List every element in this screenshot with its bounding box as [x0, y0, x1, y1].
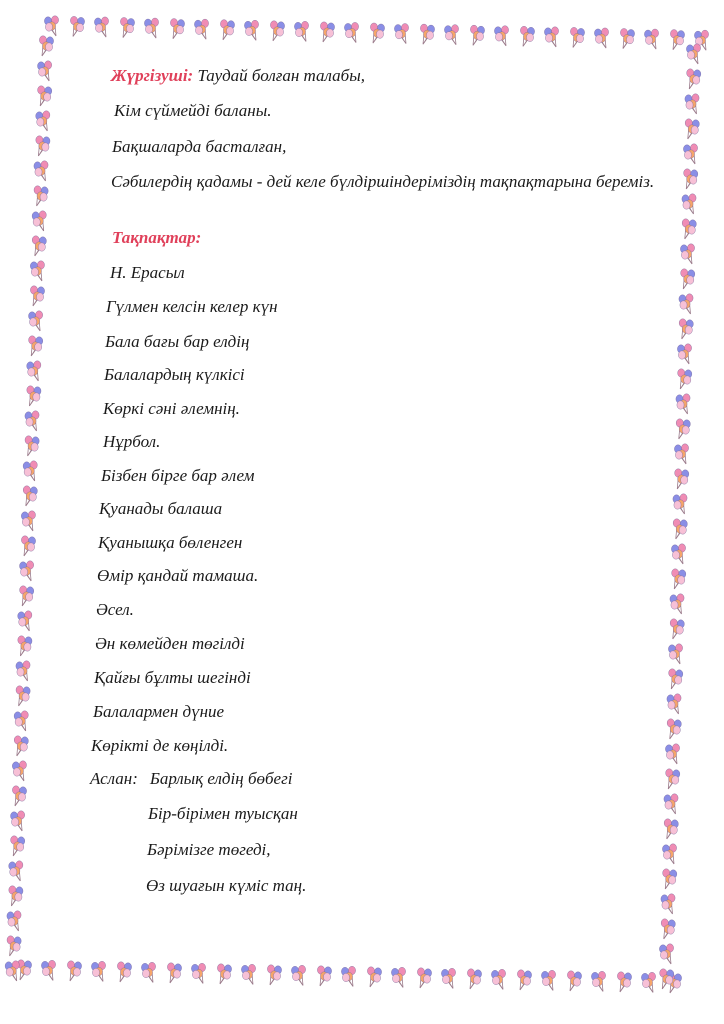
balloon-bunch-icon	[670, 30, 684, 50]
balloon-bunch-icon	[38, 61, 52, 81]
balloon-bunch-icon	[470, 25, 484, 45]
balloon-bunch-icon	[36, 111, 50, 131]
balloon-bunch-icon	[217, 964, 231, 984]
balloon-bunch-icon	[370, 23, 384, 43]
balloon-bunch-icon	[38, 86, 52, 106]
balloon-bunch-icon	[591, 971, 605, 991]
balloon-bunch-icon	[594, 28, 608, 48]
balloon-bunch-icon	[681, 269, 695, 289]
balloon-bunch-icon	[567, 971, 581, 991]
balloon-bunch-icon	[491, 969, 505, 989]
balloon-bunch-icon	[25, 436, 39, 456]
section-title: Тақпақтар:	[112, 228, 202, 247]
balloon-bunch-icon	[664, 794, 678, 814]
poem-4-author: Аслан:	[90, 769, 138, 788]
balloon-bunch-icon	[517, 970, 531, 990]
balloon-bunch-icon	[341, 966, 355, 986]
balloon-bunch-icon	[317, 966, 331, 986]
balloon-bunch-icon	[687, 69, 701, 89]
poem-1-line-1: Гүлмен келсін келер күн	[106, 297, 278, 316]
balloon-bunch-icon	[570, 27, 584, 47]
balloon-bunch-icon	[5, 961, 19, 981]
balloon-bunch-icon	[417, 968, 431, 988]
balloon-bunch-icon	[671, 544, 685, 564]
balloon-bunch-icon	[21, 511, 35, 531]
poem-1-line-2: Бала бағы бар елдің	[105, 332, 250, 351]
balloon-bunch-icon	[267, 965, 281, 985]
balloon-bunch-icon	[675, 469, 689, 489]
balloon-bunch-icon	[664, 819, 678, 839]
balloon-bunch-icon	[420, 24, 434, 44]
balloon-bunch-icon	[661, 894, 675, 914]
balloon-bunch-icon	[12, 761, 26, 781]
balloon-bunch-icon	[620, 28, 634, 48]
balloon-bunch-icon	[7, 911, 21, 931]
balloon-bunch-icon	[394, 24, 408, 44]
poem-2-line-4: Өмір қандай тамаша.	[97, 566, 259, 585]
poem-2-line-1: Бізбен бірге бар әлем	[101, 466, 255, 485]
intro-line-3: Бақшаларда басталған,	[112, 137, 287, 156]
balloon-bunch-icon	[167, 963, 181, 983]
balloon-bunch-icon	[666, 769, 680, 789]
poem-3-line-3: Балалармен дүние	[93, 702, 225, 721]
intro-line-1	[111, 66, 365, 86]
balloon-bunch-icon	[41, 960, 55, 980]
poem-2-line-3: Қуанышқа бөленген	[98, 533, 243, 552]
balloon-bunch-icon	[7, 936, 21, 956]
poem-4-line-3: Бәрімізге төгеді,	[147, 840, 271, 859]
balloon-bunch-icon	[28, 311, 42, 331]
balloon-bunch-icon	[16, 686, 30, 706]
balloon-bunch-icon	[241, 964, 255, 984]
balloon-bunch-icon	[91, 961, 105, 981]
balloon-bunch-icon	[677, 344, 691, 364]
balloon-bunch-icon	[544, 27, 558, 47]
balloon-bunch-icon	[23, 461, 37, 481]
balloon-bunch-icon	[32, 236, 46, 256]
balloon-bunch-icon	[673, 494, 687, 514]
balloon-bunch-icon	[170, 19, 184, 39]
balloon-bunch-icon	[668, 644, 682, 664]
balloon-bunch-icon	[665, 744, 679, 764]
balloon-bunch-icon	[683, 144, 697, 164]
balloon-bunch-icon	[617, 972, 631, 992]
balloon-bunch-icon	[685, 119, 699, 139]
balloon-bunch-icon	[344, 22, 358, 42]
poem-2-line-2: Қуанады балаша	[99, 499, 223, 518]
poem-3-author: Әсел.	[96, 600, 134, 619]
balloon-bunch-icon	[94, 17, 108, 37]
speaker-label: Жүргізуші:	[111, 66, 194, 85]
balloon-bunch-icon	[191, 963, 205, 983]
balloon-bunch-icon	[17, 960, 31, 980]
balloon-bunch-icon	[541, 970, 555, 990]
balloon-bunch-icon	[674, 444, 688, 464]
balloon-bunch-icon	[641, 972, 655, 992]
balloon-bunch-icon	[14, 736, 28, 756]
balloon-bunch-icon	[467, 969, 481, 989]
balloon-bunch-icon	[18, 636, 32, 656]
balloon-bunch-icon	[294, 21, 308, 41]
balloon-bunch-icon	[678, 369, 692, 389]
balloon-bunch-icon	[34, 186, 48, 206]
balloon-bunch-icon	[36, 136, 50, 156]
balloon-bunch-icon	[27, 361, 41, 381]
balloon-bunch-icon	[144, 18, 158, 38]
balloon-bunch-icon	[220, 20, 234, 40]
balloon-bunch-icon	[11, 811, 25, 831]
balloon-bunch-icon	[18, 611, 32, 631]
poem-4-line-2: Бір-бірімен туысқан	[148, 804, 298, 823]
balloon-bunch-icon	[662, 844, 676, 864]
balloon-bunch-icon	[39, 36, 53, 56]
balloon-bunch-icon	[117, 962, 131, 982]
balloon-bunch-icon	[12, 786, 26, 806]
balloon-bunch-icon	[30, 286, 44, 306]
intro-text-1: Таудай болған талабы,	[197, 66, 365, 85]
balloon-bunch-icon	[494, 26, 508, 46]
balloon-bunch-icon	[14, 711, 28, 731]
balloon-bunch-icon	[120, 17, 134, 37]
poem-1-line-4: Көркі сәні әлемнің.	[103, 399, 240, 418]
poem-4-line-1	[90, 769, 292, 789]
balloon-bunch-icon	[23, 486, 37, 506]
balloon-bunch-icon	[686, 44, 700, 64]
balloon-bunch-icon	[20, 561, 34, 581]
poem-2-author: Нұрбол.	[103, 432, 161, 451]
balloon-bunch-icon	[194, 19, 208, 39]
balloon-bunch-icon	[663, 869, 677, 889]
balloon-bunch-icon	[20, 586, 34, 606]
intro-line-4: Сәбилердің қадамы - дей келе бүлдіршіндеріміздің тақпақтарына береміз.	[111, 172, 655, 191]
balloon-bunch-icon	[644, 29, 658, 49]
balloon-bunch-icon	[34, 161, 48, 181]
balloon-bunch-icon	[444, 25, 458, 45]
balloon-bunch-icon	[680, 244, 694, 264]
balloon-bunch-icon	[27, 386, 41, 406]
balloon-bunch-icon	[669, 669, 683, 689]
balloon-bunch-icon	[672, 569, 686, 589]
poem-4-line-4: Өз шуағын күміс таң.	[146, 876, 307, 895]
balloon-bunch-icon	[30, 261, 44, 281]
balloon-bunch-icon	[441, 968, 455, 988]
balloon-bunch-icon	[29, 336, 43, 356]
balloon-bunch-icon	[670, 619, 684, 639]
poem-4-text-1: Барлық елдің бөбегі	[149, 769, 293, 788]
balloon-bunch-icon	[270, 21, 284, 41]
balloon-bunch-icon	[16, 661, 30, 681]
intro-line-2: Кім сүймейді баланы.	[114, 101, 272, 120]
balloon-bunch-icon	[684, 169, 698, 189]
balloon-bunch-icon	[367, 967, 381, 987]
balloon-bunch-icon	[320, 22, 334, 42]
balloon-bunch-icon	[520, 26, 534, 46]
balloon-bunch-icon	[679, 319, 693, 339]
balloon-bunch-icon	[44, 16, 58, 36]
balloon-bunch-icon	[661, 919, 675, 939]
balloon-bunch-icon	[291, 965, 305, 985]
balloon-bunch-icon	[682, 219, 696, 239]
balloon-bunch-icon	[685, 94, 699, 114]
poem-3-line-4: Көрікті де көңілді.	[91, 736, 229, 755]
balloon-bunch-icon	[670, 594, 684, 614]
balloon-bunch-icon	[9, 861, 23, 881]
balloon-bunch-icon	[679, 294, 693, 314]
balloon-bunch-icon	[676, 419, 690, 439]
poem-3-line-2: Қайғы бұлты шегінді	[94, 668, 251, 687]
balloon-bunch-icon	[67, 961, 81, 981]
balloon-bunch-icon	[25, 411, 39, 431]
balloon-bunch-icon	[141, 962, 155, 982]
balloon-bunch-icon	[676, 394, 690, 414]
balloon-bunch-icon	[9, 886, 23, 906]
balloon-bunch-icon	[11, 836, 25, 856]
balloon-bunch-icon	[70, 16, 84, 36]
balloon-bunch-icon	[667, 719, 681, 739]
balloon-bunch-icon	[32, 211, 46, 231]
balloon-bunch-icon	[244, 20, 258, 40]
balloon-bunch-icon	[391, 967, 405, 987]
poem-3-line-1: Ән көмейден төгілді	[95, 634, 245, 653]
balloon-bunch-icon	[21, 536, 35, 556]
poem-1-author: Н. Ерасыл	[110, 263, 185, 282]
balloon-bunch-icon	[682, 194, 696, 214]
balloon-bunch-icon	[667, 694, 681, 714]
poem-1-line-3: Балалардың күлкісі	[104, 365, 245, 384]
balloon-bunch-icon	[659, 944, 673, 964]
balloon-bunch-icon	[673, 519, 687, 539]
